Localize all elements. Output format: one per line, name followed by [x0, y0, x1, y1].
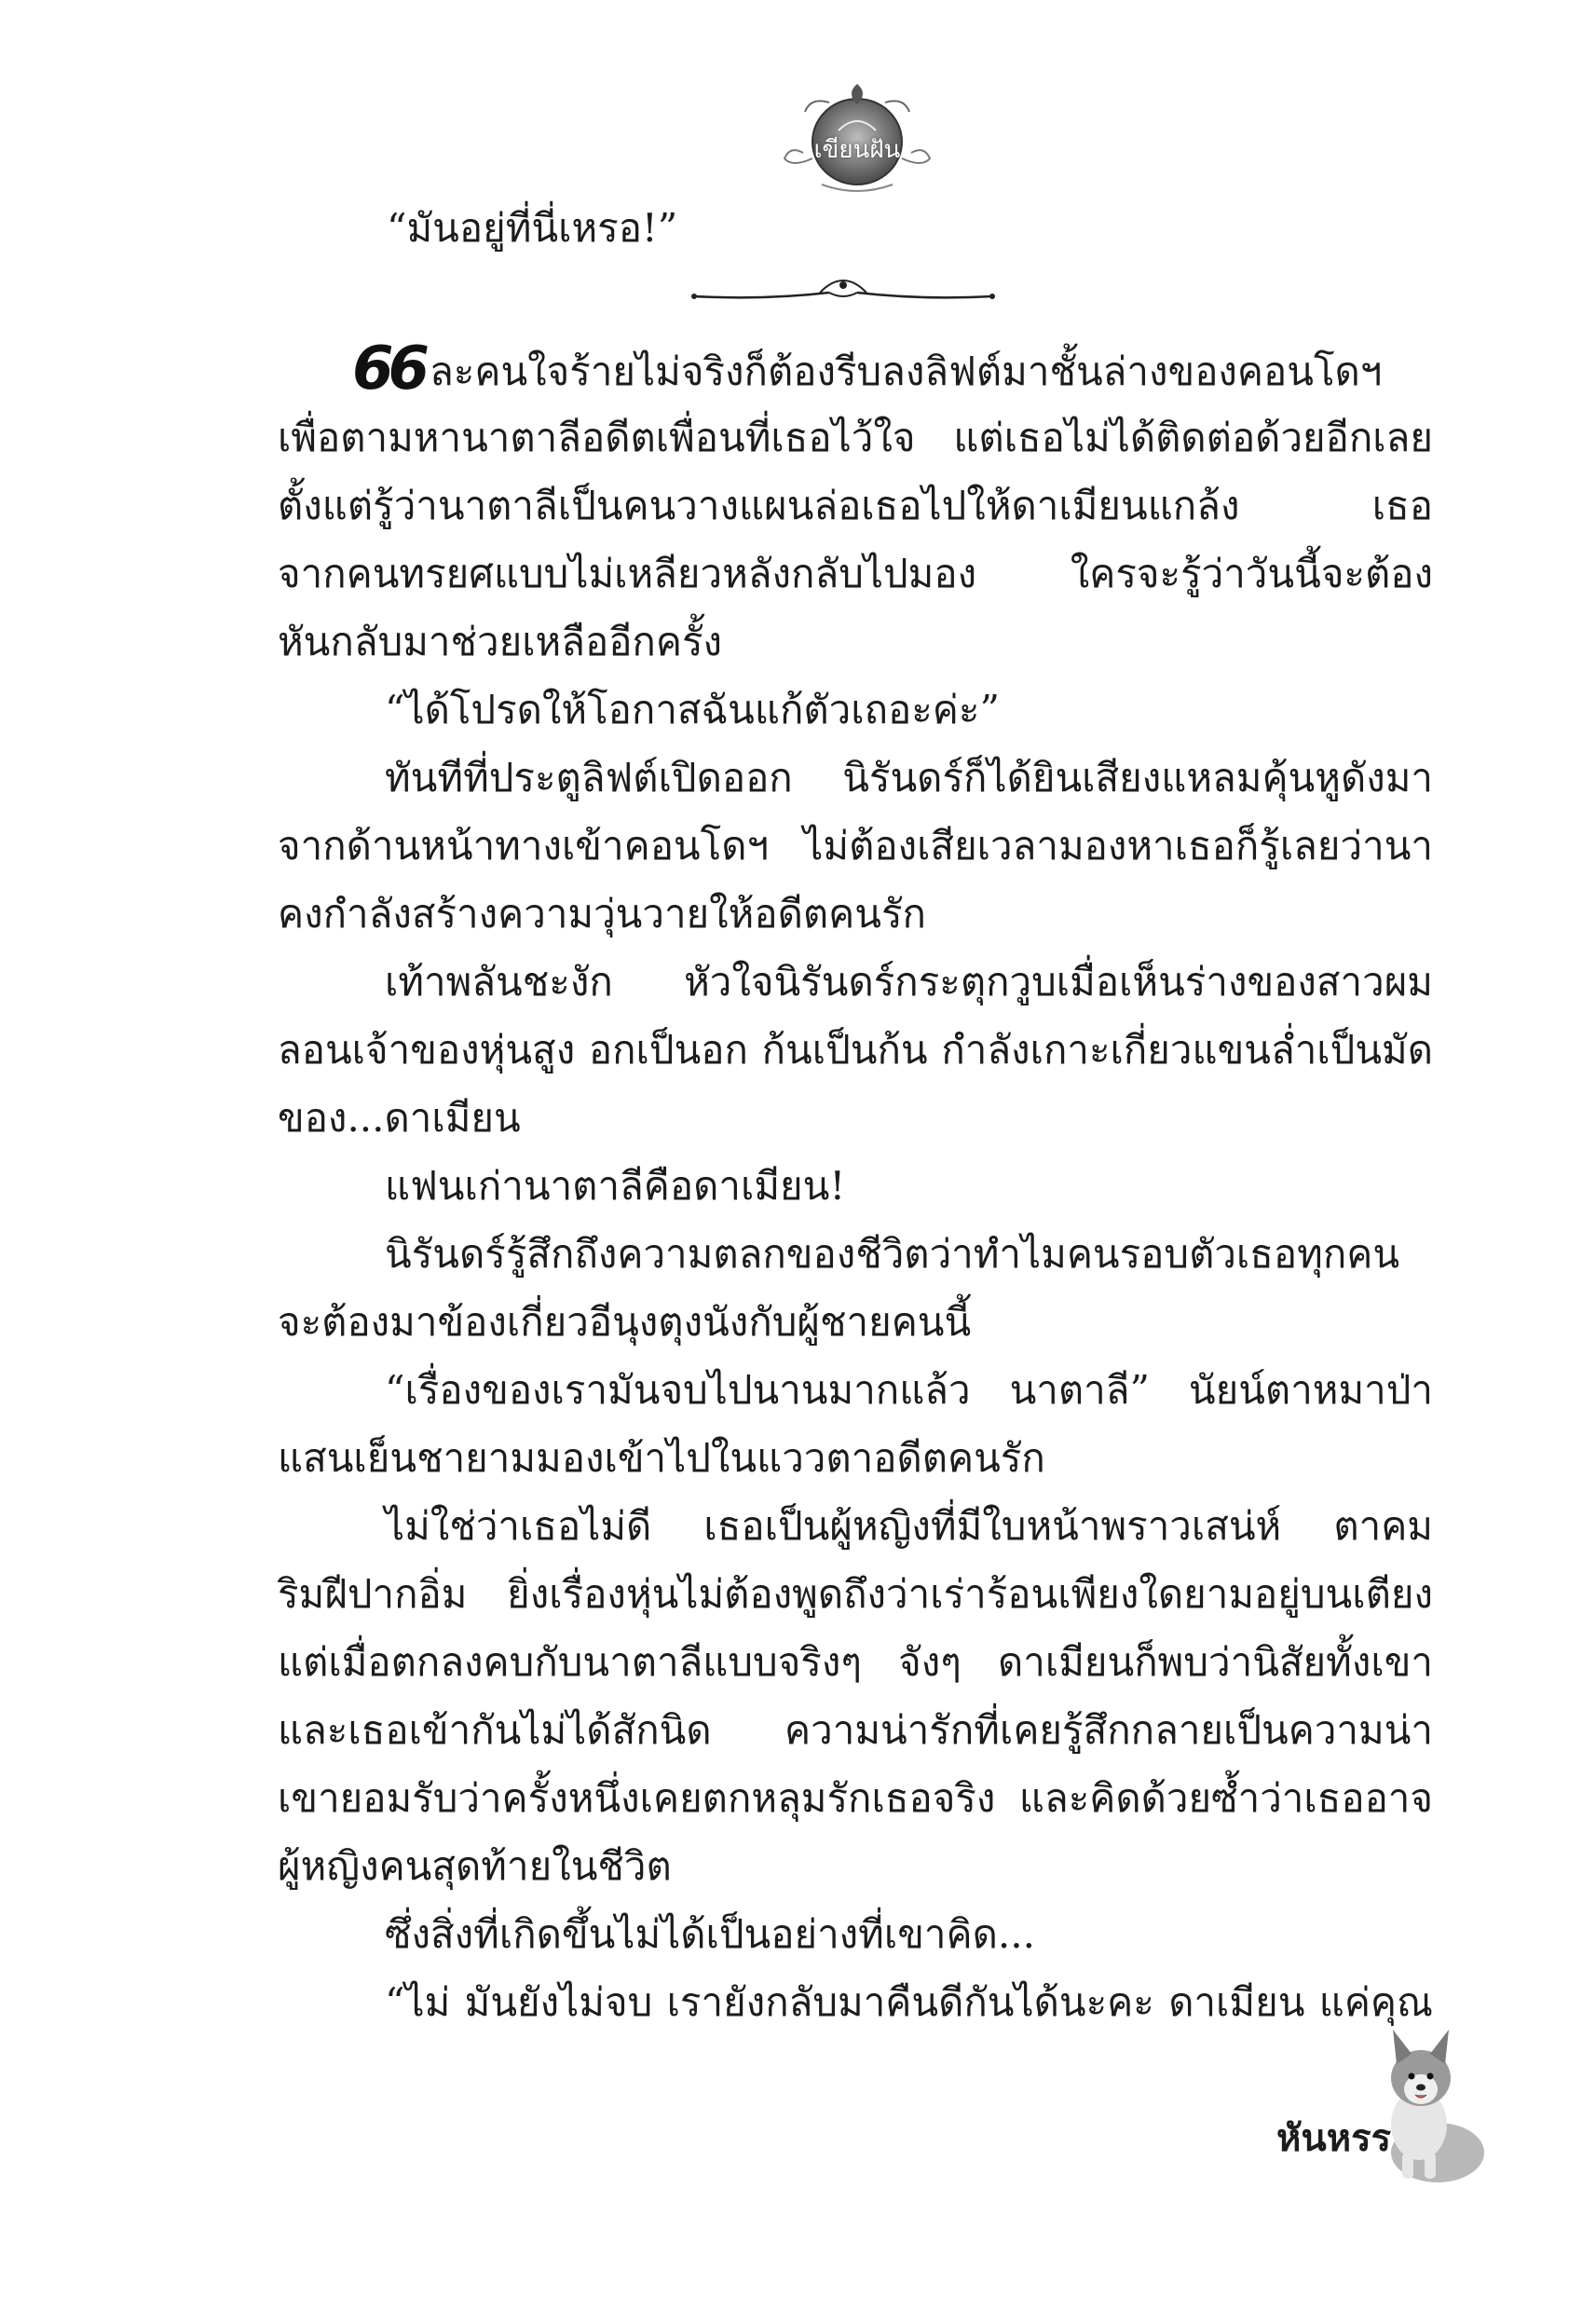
text-line-content: ไม่ใช่ว่าเธอไม่ดี เธอเป็นผู้หญิงที่มีใบหน้าพราวเสน่ห์ ตาคม — [385, 1503, 1433, 1549]
text-line — [278, 1152, 1433, 1220]
emblem-text: เขียนฝัน — [813, 136, 901, 164]
text-line — [278, 608, 1433, 676]
text-line-content: หันกลับมาช่วยเหลืออีกครั้ง — [278, 619, 723, 664]
text-line — [278, 1900, 1433, 1968]
section-divider — [689, 272, 997, 309]
text-line — [278, 1016, 1433, 1084]
text-line — [278, 1084, 1433, 1152]
text-line-content: จากด้านหน้าทางเข้าคอนโดฯ ไม่ต้องเสียเวลามองหาเธอก็รู้เลยว่านา — [278, 823, 1433, 868]
opening-dialogue: “มันอยู่ที่นี่เหรอ!” — [387, 205, 678, 251]
text-line — [278, 1560, 1433, 1628]
text-line — [278, 812, 1433, 880]
text-line — [278, 1764, 1433, 1832]
text-line — [278, 676, 1433, 744]
text-line-content: จะต้องมาข้องเกี่ยวอีนุงตุงนังกับผู้ชายคนนี้ — [278, 1299, 972, 1345]
text-line — [278, 1628, 1433, 1696]
text-line — [278, 1356, 1433, 1424]
text-line-content: ผู้หญิงคนสุดท้ายในชีวิต — [278, 1843, 672, 1889]
text-line — [278, 540, 1433, 608]
text-line-content: แต่เมื่อตกลงคบกับนาตาลีแบบจริงๆ จังๆ ดาเมียนก็พบว่านิสัยทั้งเขา — [278, 1639, 1433, 1685]
header-emblem — [773, 65, 941, 205]
text-line-content: ของ...ดาเมียน — [278, 1095, 521, 1141]
footer-book-title: หันหรร — [1276, 2117, 1392, 2160]
dropcap-quote-mark: 66 — [352, 335, 425, 403]
text-line-content: เท้าพลันชะงัก หัวใจนิรันดร์กระตุกวูบเมื่อเห็นร่างของสาวผม — [385, 959, 1433, 1005]
text-line-content: ซึ่งสิ่งที่เกิดขึ้นไม่ได้เป็นอย่างที่เขาคิด... — [385, 1911, 1035, 1957]
text-line — [278, 1288, 1433, 1356]
text-line — [278, 1220, 1433, 1288]
text-line — [278, 744, 1433, 812]
text-line-content: เพื่อตามหานาตาลีอดีตเพื่อนที่เธอไว้ใจ แต่เธอไม่ได้ติดต่อด้วยอีกเลย — [278, 415, 1433, 460]
text-line-content: ละคนใจร้ายไม่จริงก็ต้องรีบลงลิฟต์มาชั้นล่างของคอนโดฯ — [430, 349, 1383, 394]
divider-flourish-icon — [689, 272, 997, 309]
text-line — [278, 403, 1433, 472]
text-line — [278, 1492, 1433, 1560]
text-line-content: “เรื่องของเรามันจบไปนานมากแล้ว นาตาลี” นัยน์ตาหมาป่า — [385, 1367, 1433, 1413]
text-line-content: “ได้โปรดให้โอกาสฉันแก้ตัวเถอะค่ะ” — [385, 687, 1000, 732]
text-line-content: ตั้งแต่รู้ว่านาตาลีเป็นคนวางแผนล่อเธอไปให้ดาเมียนแกล้ง เธอ — [278, 483, 1433, 528]
text-line-content: คงกำลังสร้างความวุ่นวายให้อดีตคนรัก — [278, 891, 926, 937]
text-line — [278, 1696, 1433, 1764]
text-line-content: จากคนทรยศแบบไม่เหลียวหลังกลับไปมอง ใครจะรู้ว่าวันนี้จะต้อง — [278, 551, 1433, 596]
text-line-content: นิรันดร์รู้สึกถึงความตลกของชีวิตว่าทำไมคนรอบตัวเธอทุกคน — [385, 1231, 1400, 1277]
text-line — [278, 472, 1433, 540]
text-line-content: แสนเย็นชายามมองเข้าไปในแววตาอดีตคนรัก — [278, 1435, 1045, 1481]
text-line-content: “ไม่ มันยังไม่จบ เรายังกลับมาคืนดีกันได้นะคะ ดาเมียน แค่คุณ — [385, 1979, 1433, 2025]
corgi-dog-icon — [1365, 2013, 1505, 2190]
text-line-content: และเธอเข้ากันไม่ได้สักนิด ความน่ารักที่เคยรู้สึกกลายเป็นความน่า — [278, 1707, 1433, 1753]
text-line — [278, 948, 1433, 1016]
text-line — [278, 1424, 1433, 1492]
text-line-content: ลอนเจ้าของหุ่นสูง อกเป็นอก ก้นเป็นก้น กำลังเกาะเกี่ยวแขนล่ำเป็นมัด — [278, 1027, 1433, 1073]
text-line-content: เขายอมรับว่าครั้งหนึ่งเคยตกหลุมรักเธอจริง และคิดด้วยซ้ำว่าเธออาจ — [278, 1775, 1433, 1821]
text-line-content: ทันทีที่ประตูลิฟต์เปิดออก นิรันดร์ก็ได้ยินเสียงแหลมคุ้นหูดังมา — [385, 755, 1433, 800]
text-line — [278, 1832, 1433, 1900]
text-line-content: แฟนเก่านาตาลีคือดาเมียน! — [385, 1163, 846, 1209]
text-line — [278, 335, 1433, 403]
body-text — [278, 335, 1433, 2036]
text-line — [278, 880, 1433, 948]
text-line-content: ริมฝีปากอิ่ม ยิ่งเรื่องหุ่นไม่ต้องพูดถึงว่าเร่าร้อนเพียงใดยามอยู่บนเตียง — [278, 1571, 1433, 1617]
text-line — [278, 1968, 1433, 2036]
